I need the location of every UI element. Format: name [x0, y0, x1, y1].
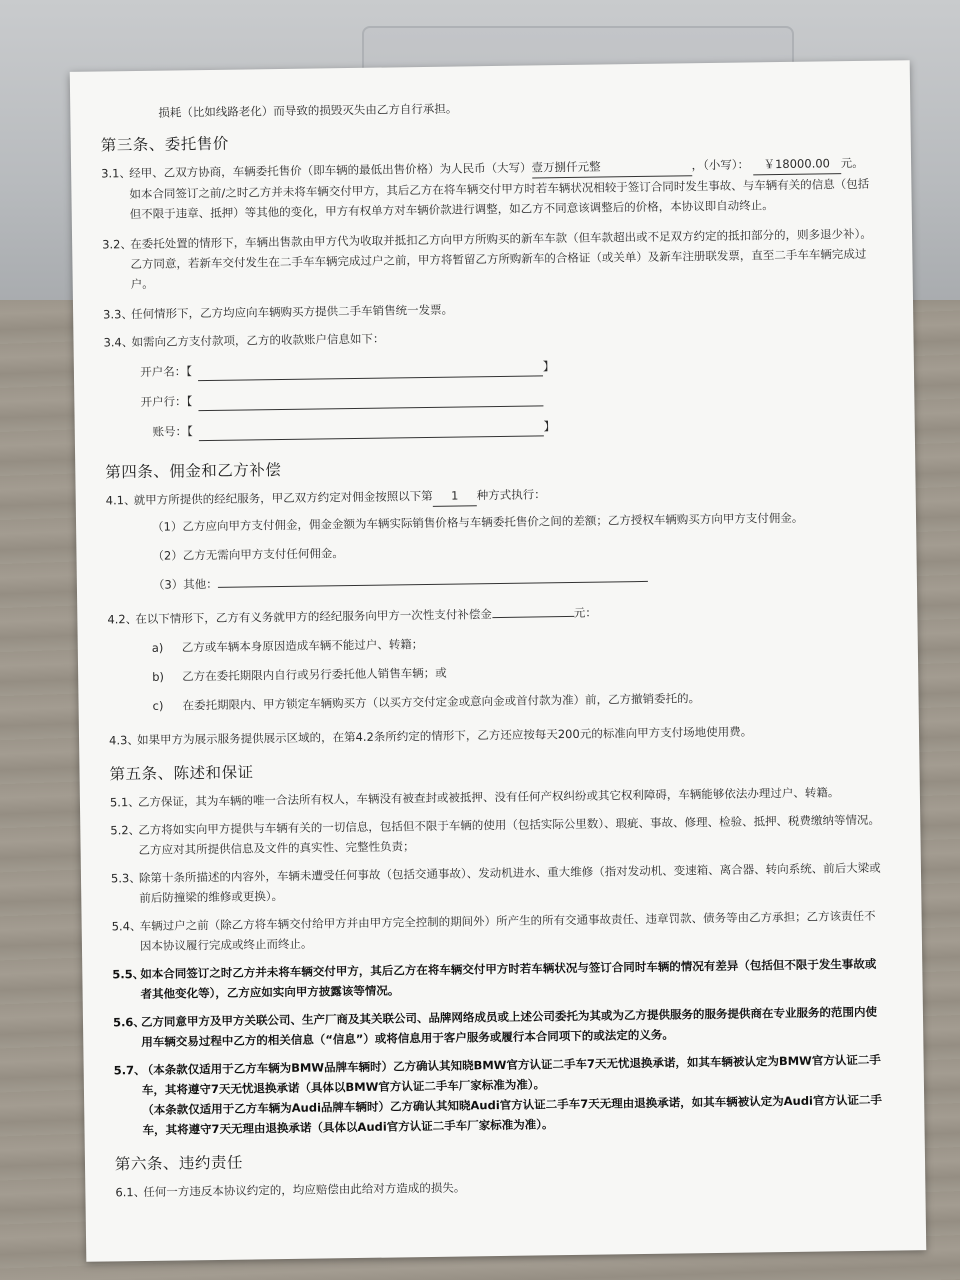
clause-text: 如果甲方为展示服务提供展示区域的，在第4.2条所约定的情形下，乙方还应按每天200元的标准向甲方支付场地使用费。 [136, 724, 753, 748]
account-name-label: 开户名：【 [140, 364, 193, 379]
clause-text: 如需向乙方支付款项，乙方的收款账户信息如下： [131, 331, 385, 350]
account-number-label: 账号：【 [152, 424, 193, 439]
price-uppercase-field: 壹万捌仟元整 [531, 155, 691, 178]
condition-letter: a) [151, 640, 164, 655]
clause-3-4 [103, 322, 873, 353]
clause-number: 5.4、 [111, 919, 142, 934]
account-number-row [137, 408, 875, 442]
clause-5-3 [111, 858, 881, 909]
clause-text: 车辆过户之前（除乙方将车辆交付给甲方并由甲方完全控制的期间外）所产生的所有交通事故责任、违章罚款、债务等由乙方承担；乙方该责任不因本协议履行完成或终止而终止。 [139, 908, 876, 954]
clause-5-6 [113, 1002, 883, 1053]
clause-number: 5.3、 [110, 871, 141, 886]
audi-clause-text: （本条款仅适用于乙方车辆为Audi品牌车辆时）乙方确认其知晓Audi官方认证二手车7天无理由退换承诺，如其车辆被认定为Audi官方认证二手车，其将遵守7天无理由退换承诺（具体以Audi官方认证二手车厂家标准为准）。 [142, 1092, 883, 1138]
clause-number: 3.2、 [102, 237, 133, 252]
clause-6-1 [115, 1172, 885, 1203]
price-lowercase-field: ￥18000.00 [753, 153, 841, 175]
clause-number: 3.4、 [103, 335, 134, 350]
bank-name-row [136, 378, 874, 412]
clause-number: 4.3、 [108, 733, 139, 748]
condition-text: 乙方在委托期限内自行或另行委托他人销售车辆；或 [182, 665, 447, 684]
continued-line: 损耗（比如线路老化）而导致的损毁灭失由乙方自行承担。 [158, 101, 458, 120]
clause-3-1-part3: 元。如本合同签订之前/之时乙方并未将车辆交付甲方，其后乙方在将车辆交付甲方时若车辆状况相较于签订合同时发生事故、与车辆有关的信息（包括但不限于违章、抵押）等其他的变化，甲方有权单方对车辆价款进行调整，如乙方不同意该调整后的价格，本协议即自动终止。 [129, 155, 870, 222]
section-3-title: 第三条、委托售价 [100, 134, 229, 155]
clause-number: 3.1、 [101, 166, 132, 181]
clause-text: 任何一方违反本协议约定的，均应赔偿由此给对方造成的损失。 [143, 1180, 466, 1200]
clause-number: 4.1、 [105, 493, 136, 508]
section-4-title: 第四条、佣金和乙方补偿 [105, 461, 282, 482]
account-name-field[interactable] [198, 361, 543, 381]
commission-option-2: （2）乙方无需向甲方支付任何佣金。 [152, 546, 344, 563]
condition-text: 乙方或车辆本身原因造成车辆不能过户、转籍； [181, 637, 424, 655]
account-name-close: 】 [542, 359, 555, 374]
clause-4-1-part1: 就甲方所提供的经纪服务，甲乙双方约定对佣金按照以下第 [133, 488, 433, 508]
clause-number: 3.3、 [103, 307, 134, 322]
section-5-title: 第五条、陈述和保证 [109, 763, 254, 784]
clause-text: 任何情形下，乙方均应向车辆购买方提供二手车销售统一发票。 [131, 302, 454, 322]
clause-4-2-part1: 在以下情形下，乙方有义务就甲方的经纪服务向甲方一次性支付补偿金 [135, 607, 492, 627]
clause-number: 6.1、 [115, 1184, 146, 1200]
contract-content [100, 93, 885, 1203]
clause-5-4 [112, 906, 882, 957]
clause-4-1 [106, 480, 876, 512]
clause-3-3 [103, 294, 873, 325]
commission-other-field[interactable] [218, 581, 648, 588]
condition-c [152, 686, 878, 716]
clause-number: 5.5、 [112, 966, 145, 982]
section-6-title: 第六条、违约责任 [114, 1153, 244, 1174]
condition-text: 在委托期限内、甲方锁定车辆购买方（以买方交付定金或意向金或首付款为准）前，乙方撤销委托的。 [182, 691, 701, 713]
clause-text: 在委托处置的情形下，车辆出售款由甲方代为收取并抵扣乙方向甲方所购买的新车车款（但车款超出或不足双方约定的抵扣部分的，则多退少补）。乙方同意，若新车交付发生在二手车车辆完成过户之前，甲方将暂留乙方所购新车的合格证（或关单）及新车注册联发票，直至二手车车辆完成过户。 [130, 226, 872, 292]
clause-text [134, 487, 546, 507]
clause-text: 乙方同意甲方及甲方关联公司、生产厂商及其关联公司、品牌网络成员或上述公司委托为其或为乙方提供服务的服务提供商在专业服务的范围内使用车辆交易过程中乙方的相关信息（“信息”）或将信息用于客户服务或履行本合同项下的或法定的义务。 [140, 1004, 878, 1050]
commission-option-3-label: （3）其他： [152, 576, 218, 592]
clause-5-5 [112, 954, 882, 1005]
clause-5-2 [110, 810, 880, 861]
clause-5-1 [110, 782, 880, 813]
account-number-close: 】 [543, 419, 556, 434]
clause-3-2 [102, 224, 873, 295]
compensation-amount-field[interactable] [492, 616, 574, 618]
clause-number: 4.2、 [107, 612, 138, 627]
clause-text [135, 606, 597, 626]
clause-text: 除第十条所描述的内容外，车辆未遭受任何事故（包括交通事故）、发动机进水、重大维修（指对发动机、变速箱、离合器、转向系统、前后大梁或前后防撞梁的维修或更换）。 [138, 860, 881, 906]
commission-option-1: （1）乙方应向甲方支付佣金，佣金金额为车辆实际销售价格与车辆委托售价之间的差额；乙方授权车辆购买方向甲方支付佣金。 [151, 510, 804, 534]
condition-a [152, 628, 878, 658]
condition-letter: c) [152, 698, 164, 713]
clause-3-1-part2: ，（小写）： [691, 157, 750, 173]
clause-4-2 [107, 599, 877, 630]
clause-3-1-part1: 经甲、乙双方协商，车辆委托售价（即车辆的最低出售价格）为人民币（大写） [129, 160, 532, 181]
bank-name-label: 开户行：【 [140, 394, 193, 409]
clause-4-3 [109, 720, 879, 751]
clause-3-1 [101, 153, 872, 225]
condition-b [152, 657, 878, 687]
clause-4-1-part2: 种方式执行： [476, 487, 546, 503]
bmw-clause-text: （本条款仅适用于乙方车辆为BMW品牌车辆时）乙方确认其知晓BMW官方认证二手车7天无忧退换承诺，如其车辆被认定为BMW官方认证二手车，其将遵守7天无忧退换承诺（具体以BMW官方认证二手车厂家标准为准）。 [141, 1052, 881, 1098]
contract-page [70, 60, 927, 1262]
clause-text: 乙方将如实向甲方提供与车辆有关的一切信息，包括但不限于车辆的使用（包括实际公里数）、瑕疵、事故、修理、检验、抵押、税费缴纳等情况。乙方应对其所提供信息及文件的真实性、完整性负责； [138, 812, 881, 858]
clause-number: 5.1、 [109, 795, 140, 810]
clause-4-2-part2: 元： [573, 605, 597, 620]
clause-text [129, 156, 869, 221]
condition-letter: b) [152, 669, 165, 684]
clause-5-7 [114, 1050, 885, 1141]
account-name-row [136, 348, 874, 382]
account-number-field[interactable] [199, 421, 544, 441]
commission-choice-field: 1 [433, 485, 477, 507]
clause-number: 5.6、 [112, 1014, 145, 1030]
clause-text: 如本合同签订之时乙方并未将车辆交付甲方，其后乙方在将车辆交付甲方时若车辆状况与签订合同时车辆的情况有差异（包括但不限于发生事故或者其他变化等），乙方应如实向甲方披露该等情况。 [140, 956, 877, 1002]
clause-number: 5.2、 [110, 823, 141, 838]
commission-option-3 [153, 565, 877, 595]
bank-name-field[interactable] [198, 391, 543, 411]
clause-text: 乙方保证，其为车辆的唯一合法所有权人，车辆没有被查封或被抵押、没有任何产权纠纷或其它权利障碍，车辆能够依法办理过户、转籍。 [137, 785, 840, 810]
clause-number: 5.7、 [113, 1062, 146, 1078]
